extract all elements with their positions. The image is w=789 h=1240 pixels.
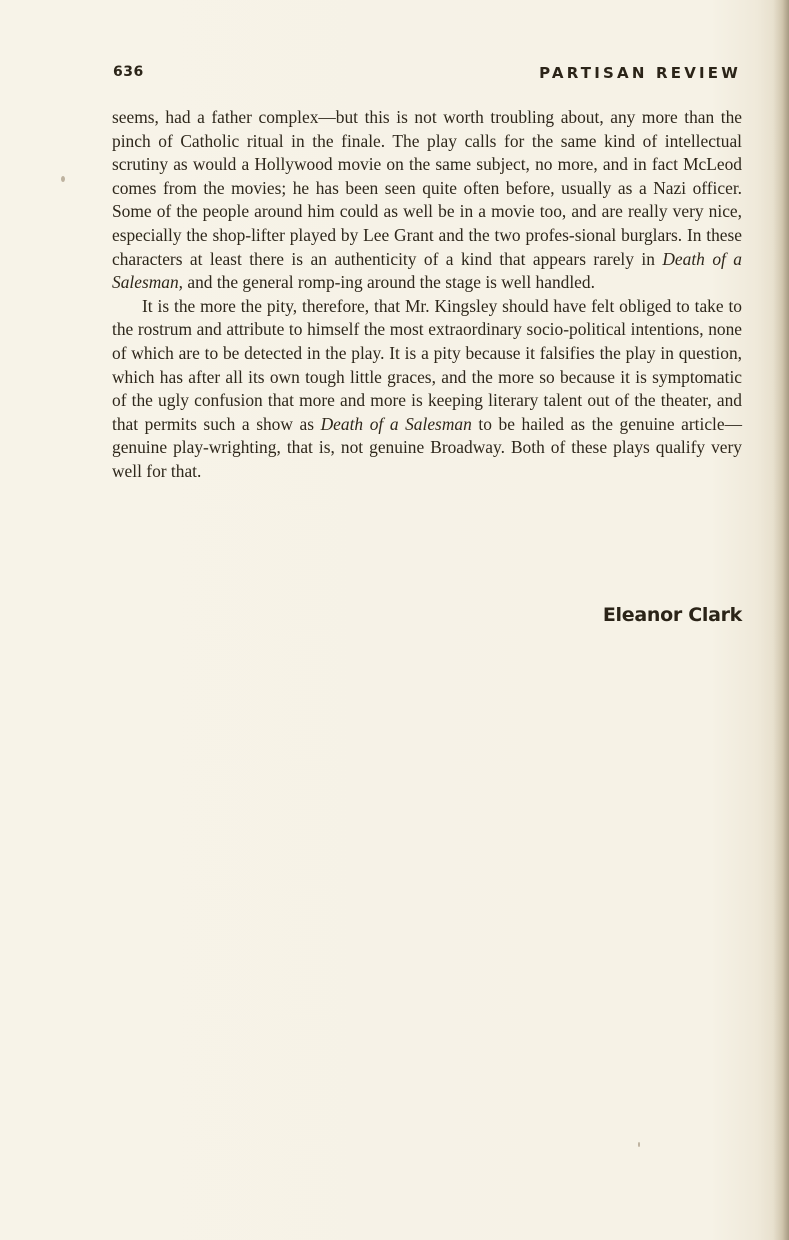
running-head — [113, 64, 741, 84]
text-run: It is the more the pity, therefore, that Mr. Kingsley should have felt obliged to take to the rostrum and attribute to himself the most extraordinary socio-political intentions, none of which are to be detected in the play. It is a pity because it falsifies the play in question, which has after all its own tough little graces, and the more so because it is symptomatic of the ugly confusion that more and more is keeping literary talent out of the theater, and that permits such a show as — [112, 295, 742, 434]
paragraph — [112, 106, 742, 295]
paper-speck — [61, 176, 65, 182]
text-run: seems, had a father complex—but this is not worth troubling about, any more than the pinch of Catholic ritual in the finale. The play calls for the same kind of intellectual scrutiny as would a Hollywood movie on the same subject, no more, and in fact McLeod comes from the movies; he has been seen quite often before, usually as a Nazi officer. Some of the people around him could as well be in a movie too, and are really very nice, especially the shop-lifter played by Lee Grant and the two profes-sional burglars. In these characters at least there is an authenticity of a kind that appears rarely in — [112, 107, 742, 269]
book-title-italic: Death of a Salesman — [320, 413, 472, 434]
binding-shadow — [773, 0, 789, 1240]
journal-title: PARTISAN REVIEW — [539, 64, 741, 82]
text-run: to be hailed as the genuine article—genuine play-wrighting, that is, not genuine Broadway. Both of these plays qualify very well for that. — [112, 413, 742, 481]
text-run: and the general romp-ing around the stage is well handled. — [183, 272, 595, 293]
paper-speck — [638, 1142, 640, 1147]
author-signature: Eleanor Clark — [602, 604, 742, 626]
article-body — [112, 106, 742, 484]
book-title-italic: Death of a Salesman, — [112, 248, 742, 293]
paragraph — [112, 295, 742, 484]
page-number: 636 — [113, 64, 144, 80]
